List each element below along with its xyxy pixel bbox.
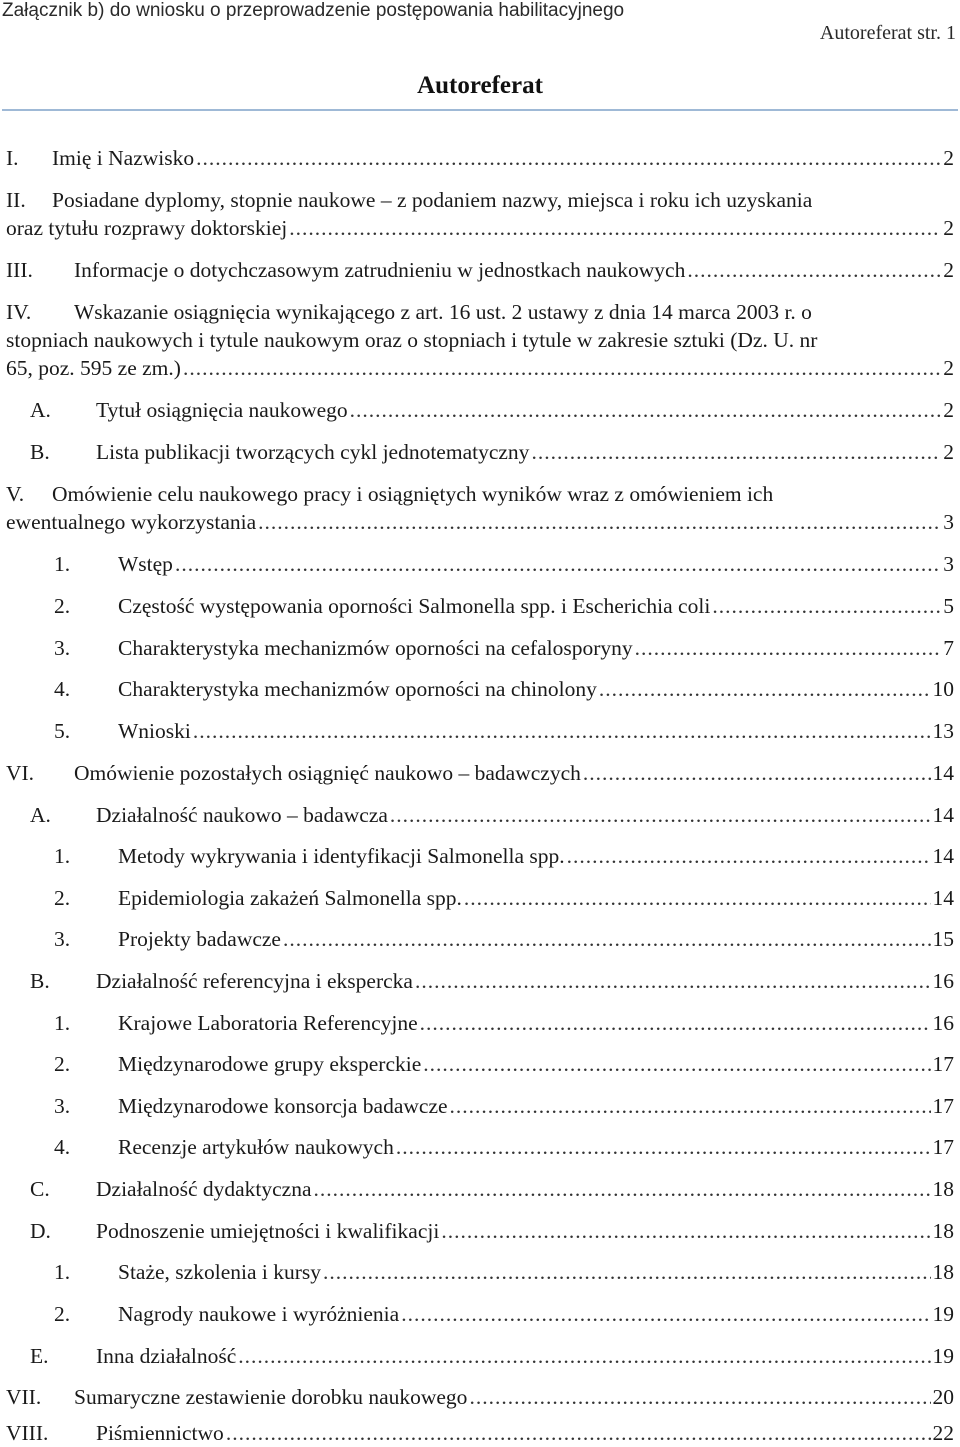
toc-number: C. [30, 1177, 50, 1201]
toc-entry-VI-B-1[interactable] [54, 1009, 954, 1037]
toc-number: II. [6, 188, 26, 212]
toc-leader [323, 1258, 930, 1286]
toc-title-line2: ewentualnego wykorzystania [6, 510, 257, 534]
toc-number: 1. [54, 844, 71, 868]
toc-page: 5 [943, 594, 954, 618]
toc-entry-V-1[interactable] [54, 550, 954, 578]
toc-title: Charakterystyka mechanizmów oporności na chinolony [118, 677, 597, 701]
toc-page: 2 [943, 216, 954, 240]
toc-entry-VI-D-1[interactable] [54, 1258, 954, 1286]
toc-number: 2. [54, 886, 71, 910]
toc-number: IV. [6, 300, 32, 324]
toc-number: E. [30, 1344, 49, 1368]
toc-number: 2. [54, 1052, 71, 1076]
toc-page: 22 [932, 1421, 954, 1445]
toc-entry-VI-A-1[interactable] [54, 842, 954, 870]
toc-entry-V-2[interactable] [54, 592, 954, 620]
toc-leader [712, 592, 941, 620]
toc-number: B. [30, 440, 50, 464]
toc-entry-V[interactable] [6, 480, 954, 508]
toc-page: 14 [932, 803, 954, 827]
toc-number: V. [6, 482, 25, 506]
toc-leader [226, 1419, 931, 1447]
toc-leader [258, 508, 941, 536]
toc-title: Piśmiennictwo [96, 1421, 224, 1445]
toc-entry-IV-B[interactable] [30, 438, 954, 466]
toc-title: Sumaryczne zestawienie dorobku naukowego [74, 1385, 468, 1409]
toc-page: 17 [932, 1135, 954, 1159]
toc-leader [289, 214, 941, 242]
toc-page: 16 [932, 969, 954, 993]
toc-title: Omówienie pozostałych osiągnięć naukowo – badawczych [74, 761, 581, 785]
toc-title: Działalność referencyjna i ekspercka [96, 969, 413, 993]
toc-number: A. [30, 803, 51, 827]
toc-entry-VI-A[interactable] [30, 801, 954, 829]
document-title: Autoreferat [417, 72, 543, 99]
toc-leader [175, 550, 941, 578]
toc-page: 18 [932, 1260, 954, 1284]
toc-page: 2 [943, 398, 954, 422]
toc-leader [441, 1217, 930, 1245]
toc-leader [469, 1383, 930, 1411]
toc-title: Projekty badawcze [118, 927, 281, 951]
toc-leader [238, 1342, 930, 1370]
toc-leader [196, 144, 941, 172]
toc-number: 2. [54, 594, 71, 618]
toc-page: 7 [943, 636, 954, 660]
toc-leader [420, 1009, 931, 1037]
toc-title-line2: oraz tytułu rozprawy doktorskiej [6, 216, 288, 240]
toc-entry-V-cont[interactable] [6, 508, 954, 536]
toc-leader [183, 354, 941, 382]
toc-number: 1. [54, 1011, 71, 1035]
toc-leader [599, 675, 931, 703]
toc-leader [314, 1175, 931, 1203]
toc-title-line1: Posiadane dyplomy, stopnie naukowe – z podaniem nazwy, miejsca i roku ich uzyskania [52, 188, 813, 212]
toc-page: 19 [932, 1344, 954, 1368]
toc-entry-VI-C[interactable] [30, 1175, 954, 1203]
toc-title: Częstość występowania oporności Salmonella spp. i Escherichia coli [118, 594, 711, 618]
toc-title: Charakterystyka mechanizmów oporności na cefalosporyny [118, 636, 633, 660]
toc-leader [283, 925, 931, 953]
toc-entry-VI-B[interactable] [30, 967, 954, 995]
toc-title: Staże, szkolenia i kursy [118, 1260, 322, 1284]
toc-number: VI. [6, 761, 35, 785]
toc-page: 2 [943, 356, 954, 380]
attachment-header: Załącznik b) do wniosku o przeprowadzenie postępowania habilitacyjnego [2, 0, 625, 21]
toc-title: Lista publikacji tworzących cykl jednotematyczny [96, 440, 530, 464]
toc-number: III. [6, 258, 33, 282]
toc-entry-VI-D-2[interactable] [54, 1300, 954, 1328]
toc-entry-VI-E[interactable] [30, 1342, 954, 1370]
toc-leader [350, 396, 942, 424]
toc-page: 14 [932, 761, 954, 785]
toc-entry-IV-A[interactable] [30, 396, 954, 424]
toc-leader [396, 1133, 931, 1161]
toc-title: Informacje o dotychczasowym zatrudnieniu w jednostkach naukowych [74, 258, 686, 282]
toc-entry-V-3[interactable] [54, 634, 954, 662]
header-rule [2, 109, 958, 111]
toc-number: VIII. [6, 1421, 49, 1445]
toc-entry-VII[interactable] [6, 1383, 954, 1411]
toc-page: 3 [943, 552, 954, 576]
toc-title: Nagrody naukowe i wyróżnienia [118, 1302, 400, 1326]
toc-title: Podnoszenie umiejętności i kwalifikacji [96, 1219, 440, 1243]
toc-leader [567, 842, 931, 870]
toc-leader [193, 717, 931, 745]
toc-leader [390, 801, 931, 829]
page-label: Autoreferat str. 1 [819, 22, 956, 44]
toc-number: 5. [54, 719, 71, 743]
toc-title: Imię i Nazwisko [52, 146, 195, 170]
toc-entry-II-cont[interactable] [6, 214, 954, 242]
toc-number: 1. [54, 1260, 71, 1284]
toc-entry-VI-D[interactable] [30, 1217, 954, 1245]
toc-page: 18 [932, 1177, 954, 1201]
toc-number: 4. [54, 677, 71, 701]
toc-entry-V-4[interactable] [54, 675, 954, 703]
toc-entry-VI-B-2[interactable] [54, 1050, 954, 1078]
toc-title: Działalność naukowo – badawcza [96, 803, 388, 827]
toc-entry-V-5[interactable] [54, 717, 954, 745]
toc-title: Recenzje artykułów naukowych [118, 1135, 394, 1159]
toc-title: Wnioski [118, 719, 191, 743]
toc-leader [583, 759, 931, 787]
toc-page: 20 [932, 1385, 954, 1409]
toc-number: D. [30, 1219, 51, 1243]
toc-title-line1: Omówienie celu naukowego pracy i osiągniętych wyników wraz z omówieniem ich [52, 482, 774, 506]
toc-title-line3: 65, poz. 595 ze zm.) [6, 356, 181, 380]
toc-entry-VI-A-2[interactable] [54, 884, 954, 912]
toc-page: 13 [932, 719, 954, 743]
toc-title: Tytuł osiągnięcia naukowego [96, 398, 348, 422]
toc-entry-VI-B-4[interactable] [54, 1133, 954, 1161]
toc-title-line2: stopniach naukowych i tytule naukowym oraz o stopniach i tytule w zakresie sztuki (Dz. U. nr [6, 328, 818, 352]
toc-page: 2 [943, 258, 954, 282]
toc-entry-III[interactable] [6, 256, 954, 284]
toc-page: 3 [943, 510, 954, 534]
toc-leader [635, 634, 942, 662]
toc-entry-VI-B-3[interactable] [54, 1092, 954, 1120]
toc-page: 15 [932, 927, 954, 951]
toc-leader [450, 1092, 931, 1120]
toc-title: Wstęp [118, 552, 173, 576]
toc-number: 3. [54, 636, 71, 660]
toc-leader [423, 1050, 930, 1078]
toc-title: Międzynarodowe grupy eksperckie [118, 1052, 422, 1076]
toc-number: 4. [54, 1135, 71, 1159]
toc-page: 19 [932, 1302, 954, 1326]
toc-number: 3. [54, 927, 71, 951]
toc-title: Działalność dydaktyczna [96, 1177, 312, 1201]
toc-page: 17 [932, 1094, 954, 1118]
toc-title: Inna działalność [96, 1344, 237, 1368]
toc-page: 2 [943, 146, 954, 170]
toc-number: I. [6, 146, 19, 170]
toc-entry-VI-A-3[interactable] [54, 925, 954, 953]
toc-number: 1. [54, 552, 71, 576]
toc-number: VII. [6, 1385, 42, 1409]
toc-page: 16 [932, 1011, 954, 1035]
toc-leader [464, 884, 931, 912]
toc-entry-VIII[interactable] [6, 1419, 954, 1447]
toc-page: 14 [932, 886, 954, 910]
toc-title: Krajowe Laboratoria Referencyjne [118, 1011, 418, 1035]
toc-page: 18 [932, 1219, 954, 1243]
toc-leader [687, 256, 941, 284]
toc-number: A. [30, 398, 51, 422]
toc-number: 2. [54, 1302, 71, 1326]
toc-entry-IV[interactable] [6, 298, 954, 326]
toc-entry-IV-cont2[interactable] [6, 354, 954, 382]
toc-title-line1: Wskazanie osiągnięcia wynikającego z art. 16 ust. 2 ustawy z dnia 14 marca 2003 r. o [74, 300, 812, 324]
toc-number: B. [30, 969, 50, 993]
toc-leader [531, 438, 941, 466]
toc-entry-VI[interactable] [6, 759, 954, 787]
toc-number: 3. [54, 1094, 71, 1118]
toc-page: 2 [943, 440, 954, 464]
toc-entry-II[interactable] [6, 186, 954, 214]
toc-title: Metody wykrywania i identyfikacji Salmonella spp. [118, 844, 565, 868]
toc-page: 10 [932, 677, 954, 701]
toc-leader [415, 967, 931, 995]
toc-leader [401, 1300, 930, 1328]
toc-entry-IV-cont1[interactable] [6, 326, 954, 354]
toc-title: Międzynarodowe konsorcja badawcze [118, 1094, 448, 1118]
toc-entry-I[interactable] [6, 144, 954, 172]
toc-page: 17 [932, 1052, 954, 1076]
toc-page: 14 [932, 844, 954, 868]
toc-title: Epidemiologia zakażeń Salmonella spp. [118, 886, 462, 910]
